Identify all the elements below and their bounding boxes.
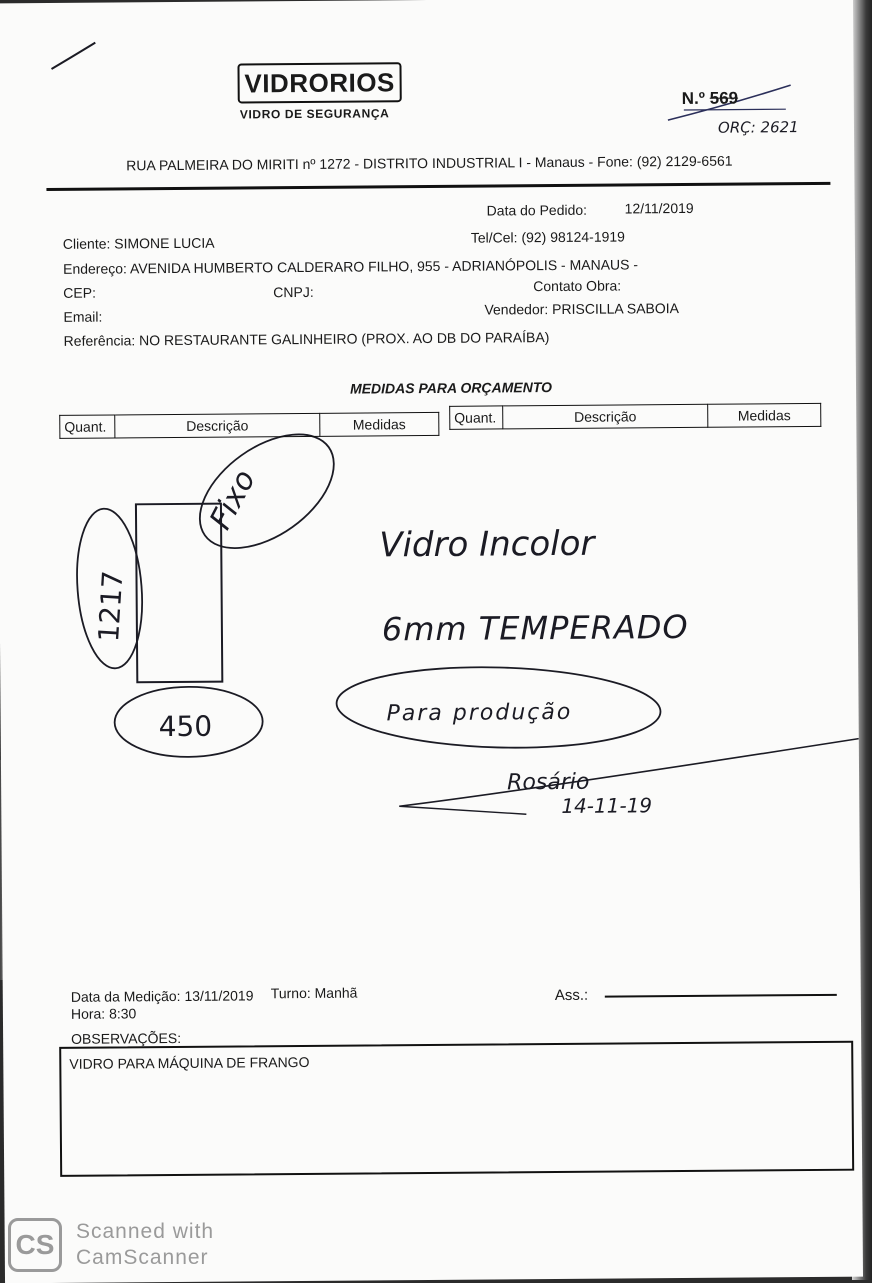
client-field: Cliente: SIMONE LUCIA bbox=[62, 234, 215, 252]
height-value: 1217 bbox=[92, 569, 130, 643]
column-measures: Medidas bbox=[320, 412, 439, 436]
column-description: Descrição bbox=[503, 404, 708, 429]
order-number bbox=[682, 89, 738, 109]
cnpj-field: CNPJ: bbox=[273, 283, 314, 301]
email-field: Email: bbox=[63, 308, 103, 325]
address-field: Endereço: AVENIDA HUMBERTO CALDERARO FILHO, 955 - ADRIANÓPOLIS - MANAUS - bbox=[63, 256, 639, 277]
order-number-underline bbox=[684, 109, 786, 110]
orc-note: ORÇ: 2621 bbox=[717, 118, 799, 137]
signature-tail bbox=[399, 805, 526, 815]
column-quant: Quant. bbox=[450, 406, 503, 429]
seller-field: Vendedor: PRISCILLA SABOIA bbox=[484, 300, 680, 318]
order-number-label: N.º bbox=[681, 88, 706, 109]
camscanner-logo-icon: CS bbox=[8, 1218, 62, 1272]
column-measures: Medidas bbox=[708, 403, 821, 427]
spec-line-3: Para produção bbox=[386, 699, 573, 727]
observations-text: VIDRO PARA MÁQUINA DE FRANGO bbox=[69, 1053, 310, 1072]
fixo-note: Fixo bbox=[203, 464, 263, 536]
signature: Rosário bbox=[507, 769, 590, 796]
pen-mark-top-left bbox=[51, 43, 95, 69]
company-address: RUA PALMEIRA DO MIRITI nº 1272 - DISTRITO INDUSTRIAL I - Manaus - Fone: (92) 2129-6561 bbox=[126, 152, 733, 174]
column-description: Descrição bbox=[115, 413, 320, 438]
company-tagline: VIDRO DE SEGURANÇA bbox=[239, 106, 390, 122]
sign-date: 14-11-19 bbox=[561, 793, 653, 818]
observations-label: OBSERVAÇÕES: bbox=[71, 1029, 182, 1047]
camscanner-watermark bbox=[8, 1218, 238, 1274]
width-value: 450 bbox=[158, 709, 213, 744]
measure-date: Data da Medição: 13/11/2019 bbox=[70, 987, 254, 1005]
signature-label: Ass.: bbox=[554, 986, 589, 1005]
contact-field: Contato Obra: bbox=[533, 277, 622, 295]
measurements-table-right bbox=[449, 403, 821, 430]
watermark-line-2: CamScanner bbox=[76, 1246, 209, 1269]
measurements-table-left bbox=[59, 412, 439, 439]
spec-line-1: Vidro Incolor bbox=[379, 523, 595, 566]
measurements-title: MEDIDAS PARA ORÇAMENTO bbox=[349, 379, 553, 397]
glass-sketch-rectangle bbox=[136, 504, 222, 683]
order-date-value: 12/11/2019 bbox=[624, 199, 694, 217]
company-logo: VIDRORIOS bbox=[237, 62, 401, 103]
shift: Turno: Manhã bbox=[270, 984, 358, 1002]
hour: Hora: 8:30 bbox=[70, 1005, 137, 1022]
spec-line-2: 6mm TEMPERADO bbox=[381, 607, 689, 649]
column-quant: Quant. bbox=[60, 415, 115, 438]
reference-field: Referência: NO RESTAURANTE GALINHEIRO (PROX. AO DB DO PARAÍBA) bbox=[63, 329, 550, 349]
watermark-line-1: Scanned with bbox=[76, 1220, 215, 1243]
cep-field: CEP: bbox=[63, 284, 97, 301]
phone-field: Tel/Cel: (92) 98124-1919 bbox=[470, 228, 626, 246]
order-number-value: 569 bbox=[709, 88, 739, 108]
order-date-label: Data do Pedido: bbox=[486, 201, 588, 219]
